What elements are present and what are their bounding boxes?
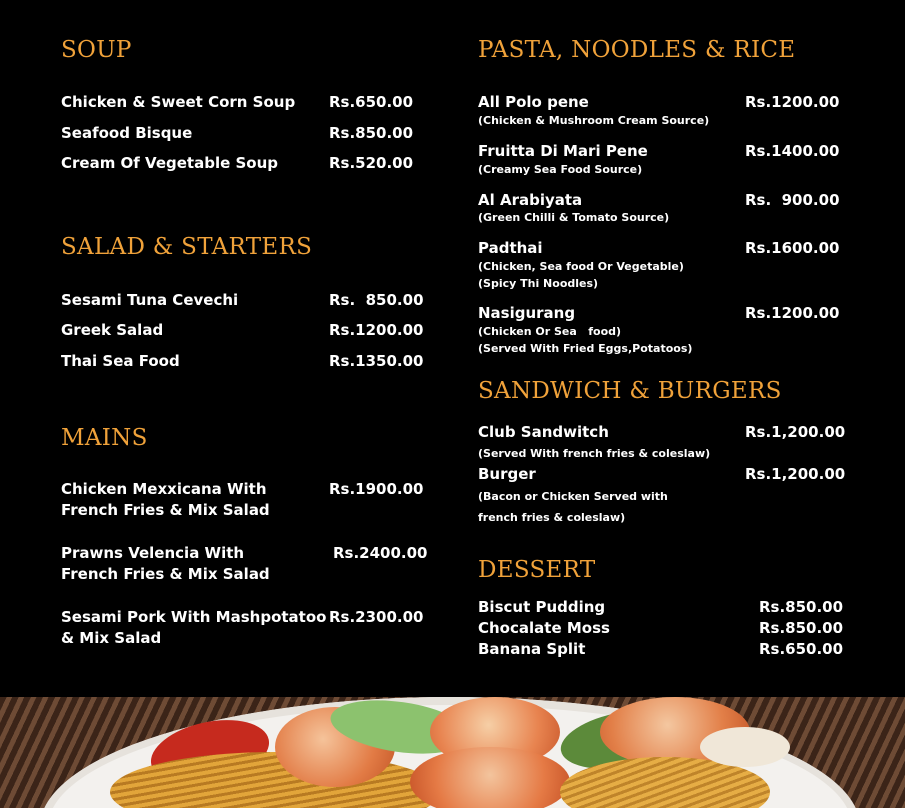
dessert-heading: DESSERT bbox=[478, 557, 596, 583]
menu-item-description: (Bacon or Chicken Served with bbox=[478, 490, 668, 503]
food-photo bbox=[0, 697, 905, 808]
menu-item-description: (Green Chilli & Tomato Source) bbox=[478, 211, 670, 224]
menu-item-name: & Mix Salad bbox=[61, 629, 162, 647]
menu-item-name: Prawns Velencia With bbox=[61, 544, 245, 562]
menu-item-description: (Chicken Or Sea food) bbox=[478, 325, 622, 338]
menu-item-description: (Chicken, Sea food Or Vegetable) bbox=[478, 260, 684, 273]
menu-item-name: Cream Of Vegetable Soup bbox=[61, 154, 279, 172]
mains-heading: MAINS bbox=[61, 425, 148, 451]
menu-item-name: French Fries & Mix Salad bbox=[61, 501, 270, 519]
menu-item-price: Rs.1600.00 bbox=[745, 239, 840, 257]
menu-item-price: Rs.2400.00 bbox=[333, 544, 428, 562]
menu-item-name: Thai Sea Food bbox=[61, 352, 180, 370]
menu-item-name: Al Arabiyata bbox=[478, 191, 583, 209]
menu-item-name: Seafood Bisque bbox=[61, 124, 193, 142]
menu-item-price: Rs.650.00 bbox=[329, 93, 414, 111]
sandwich-heading: SANDWICH & BURGERS bbox=[478, 378, 782, 404]
menu-item-price: Rs.850.00 bbox=[759, 598, 844, 616]
menu-item-description: (Served With french fries & coleslaw) bbox=[478, 447, 711, 460]
menu-item-name: Biscut Pudding bbox=[478, 598, 606, 616]
menu-item-price: Rs.1350.00 bbox=[329, 352, 424, 370]
menu-item-price: Rs.1,200.00 bbox=[745, 465, 846, 483]
menu-item-name: Burger bbox=[478, 465, 536, 483]
menu-item-name: Club Sandwitch bbox=[478, 423, 609, 441]
menu-item-description: (Chicken & Mushroom Cream Source) bbox=[478, 114, 710, 127]
menu-item-name: Sesami Pork With Mashpotatoo bbox=[61, 608, 327, 626]
menu-item-name: Fruitta Di Mari Pene bbox=[478, 142, 648, 160]
menu-item-name: All Polo pene bbox=[478, 93, 589, 111]
menu-item-name: Chicken Mexxicana With bbox=[61, 480, 267, 498]
menu-item-name: Greek Salad bbox=[61, 321, 164, 339]
menu-item-description: french fries & coleslaw) bbox=[478, 511, 626, 524]
menu-item-name: Padthai bbox=[478, 239, 543, 257]
menu-item-price: Rs.2300.00 bbox=[329, 608, 424, 626]
menu-item-price: Rs.850.00 bbox=[759, 619, 844, 637]
menu-item-description: (Served With Fried Eggs,Potatoos) bbox=[478, 342, 693, 355]
menu-item-price: Rs. 900.00 bbox=[745, 191, 840, 209]
menu-item-price: Rs.1200.00 bbox=[745, 93, 840, 111]
menu-item-name: Chocalate Moss bbox=[478, 619, 610, 637]
menu-item-description: (Creamy Sea Food Source) bbox=[478, 163, 643, 176]
menu-item-name: Nasigurang bbox=[478, 304, 576, 322]
menu-item-price: Rs.520.00 bbox=[329, 154, 414, 172]
soup-heading: SOUP bbox=[61, 37, 132, 63]
menu-item-price: Rs.850.00 bbox=[329, 124, 414, 142]
pasta-heading: PASTA, NOODLES & RICE bbox=[478, 37, 796, 63]
menu-item-name: Chicken & Sweet Corn Soup bbox=[61, 93, 296, 111]
menu-item-price: Rs.1400.00 bbox=[745, 142, 840, 160]
salad-heading: SALAD & STARTERS bbox=[61, 234, 313, 260]
onion bbox=[700, 727, 790, 767]
menu-item-price: Rs.1200.00 bbox=[745, 304, 840, 322]
menu-item-name: French Fries & Mix Salad bbox=[61, 565, 270, 583]
shrimp bbox=[410, 747, 570, 808]
menu-item-description: (Spicy Thi Noodles) bbox=[478, 277, 599, 290]
menu-item-price: Rs.1200.00 bbox=[329, 321, 424, 339]
menu-item-price: Rs.1900.00 bbox=[329, 480, 424, 498]
menu-item-price: Rs. 850.00 bbox=[329, 291, 424, 309]
menu-item-name: Banana Split bbox=[478, 640, 586, 658]
menu-item-price: Rs.650.00 bbox=[759, 640, 844, 658]
menu-item-price: Rs.1,200.00 bbox=[745, 423, 846, 441]
menu-item-name: Sesami Tuna Cevechi bbox=[61, 291, 239, 309]
